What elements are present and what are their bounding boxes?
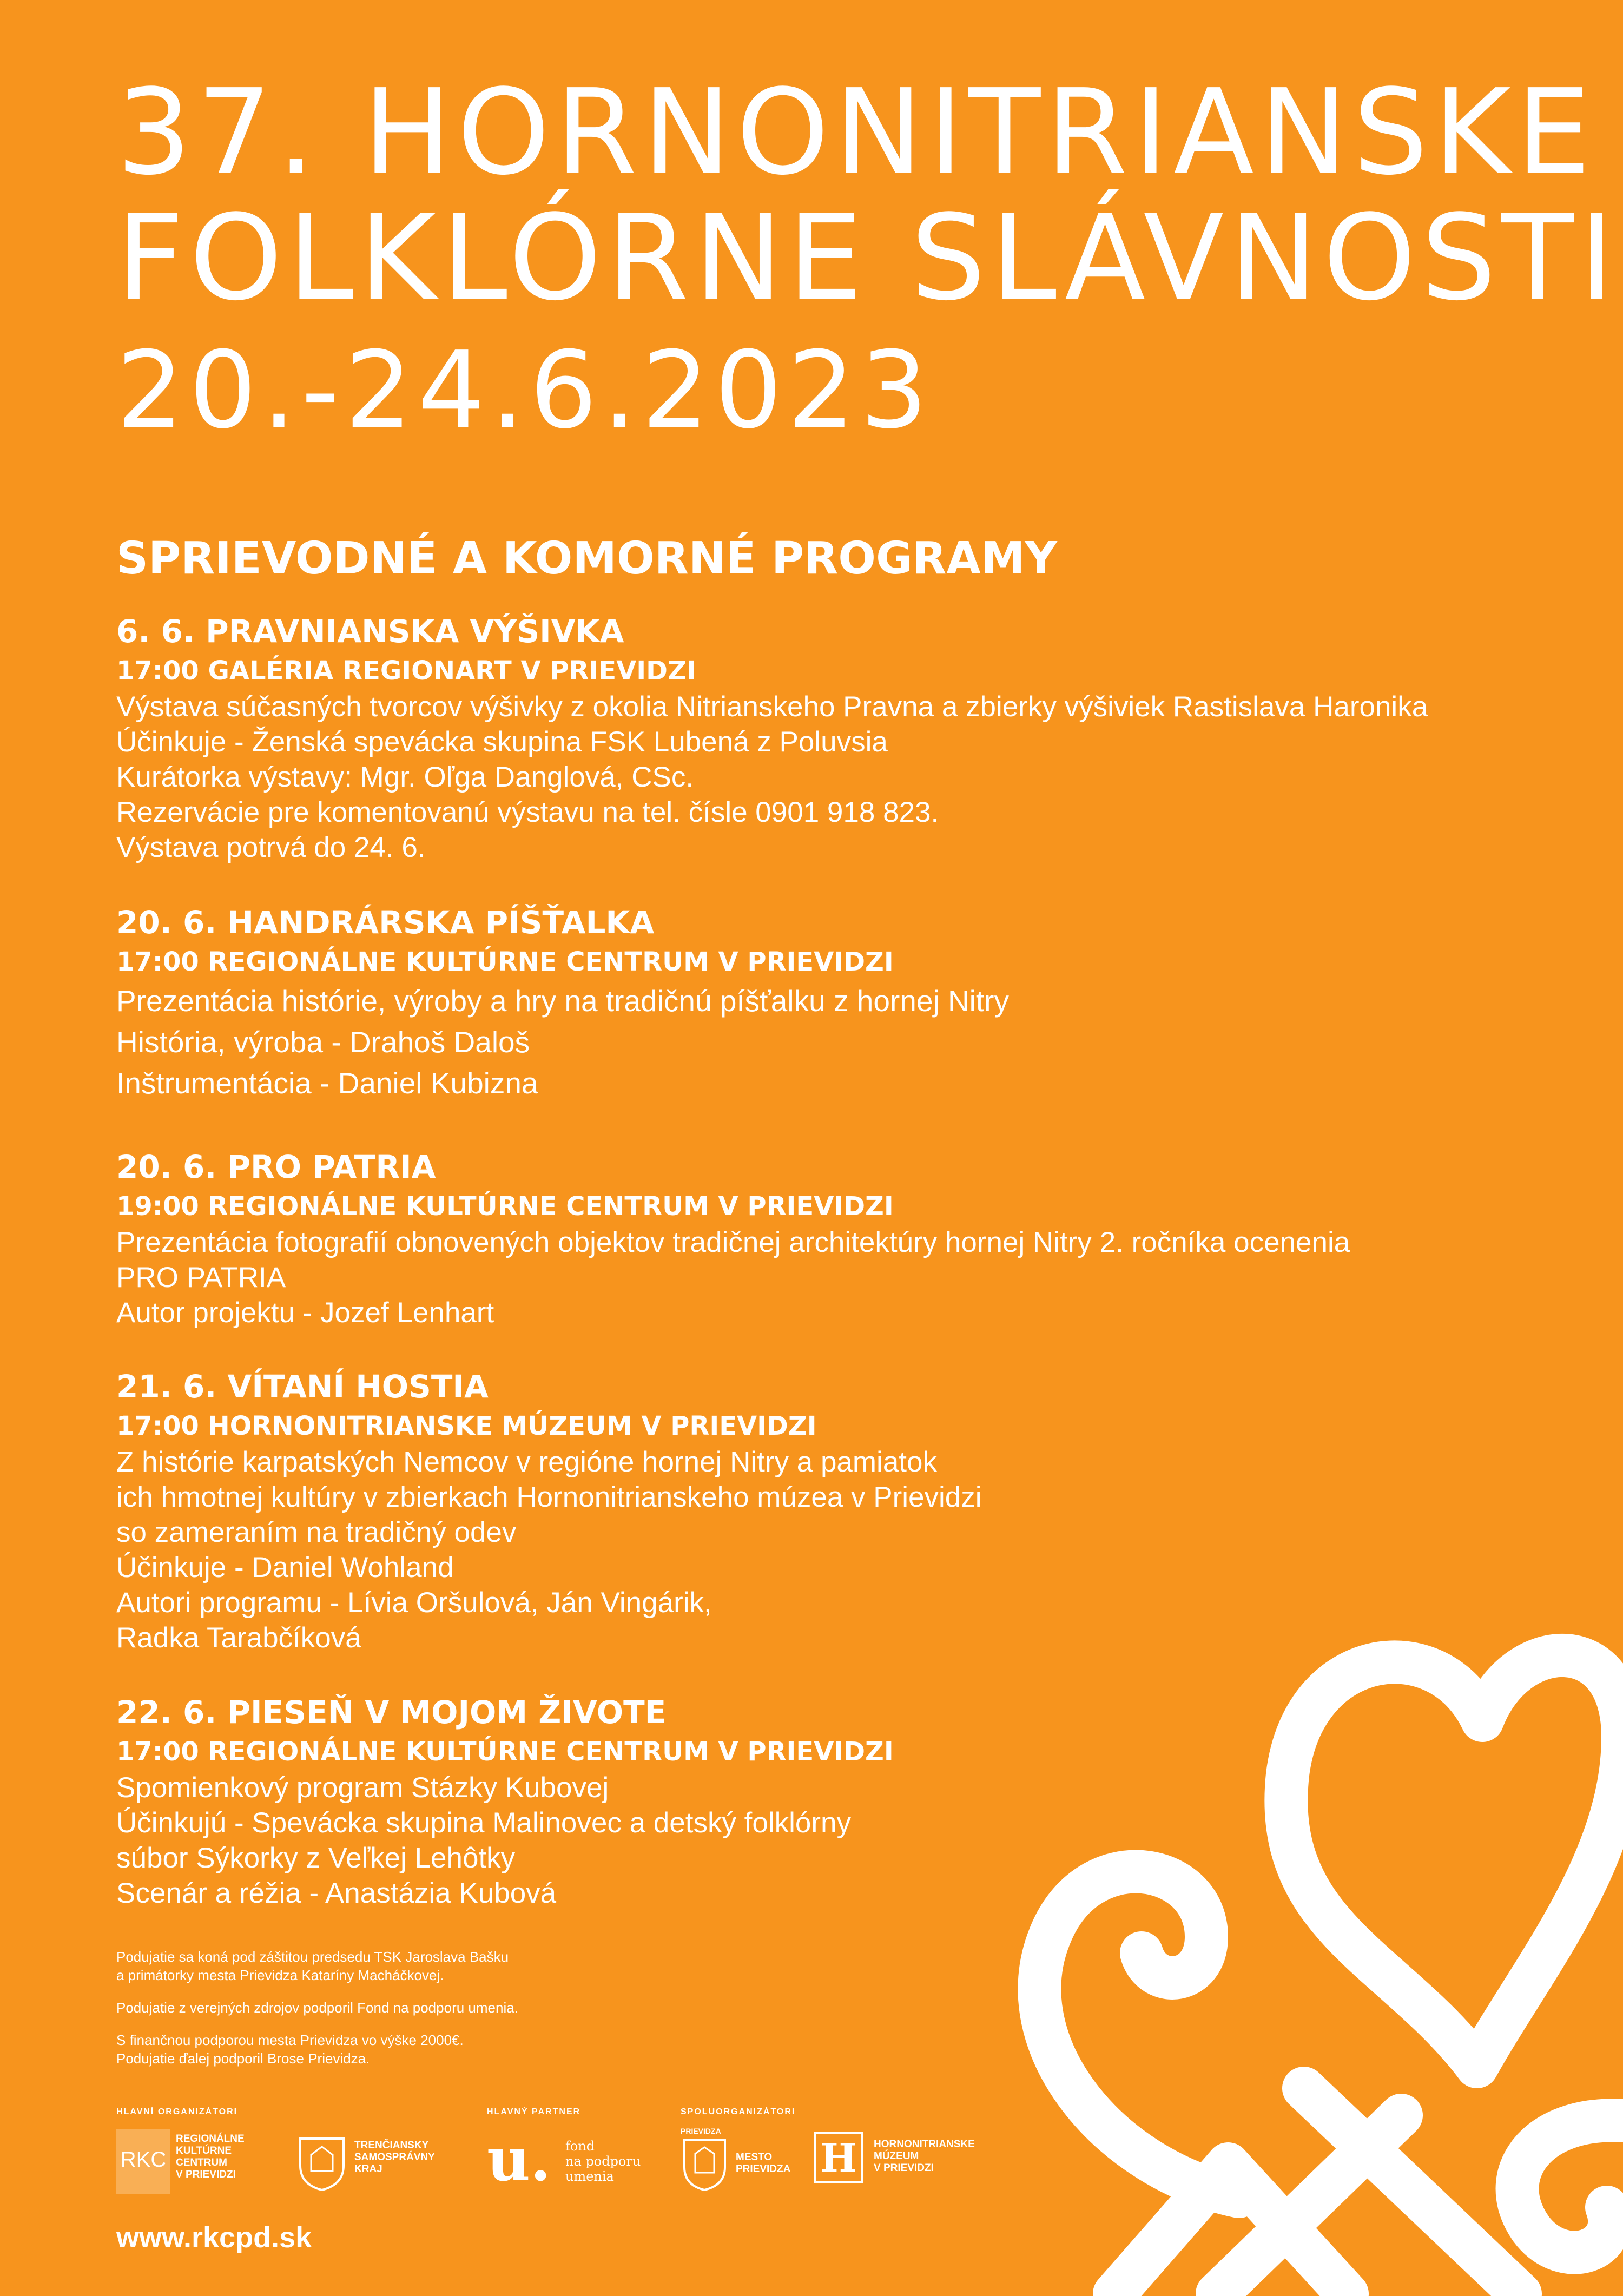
tsk-line: KRAJ: [354, 2163, 382, 2175]
section-title: SPRIEVODNÉ A KOMORNÉ PROGRAMY: [116, 533, 1057, 584]
event-line: Účinkuje - Ženská spevácka skupina FSK Lubená z Poluvsia: [116, 726, 888, 758]
coorganizers-label: SPOLUORGANIZÁTORI: [681, 2107, 796, 2116]
sponsor-notes: [116, 1948, 518, 2082]
tsk-logo-text: [354, 2140, 435, 2175]
event-line: História, výroba - Drahoš Daloš: [116, 1025, 530, 1059]
hm-line: V PRIEVIDZI: [874, 2162, 934, 2174]
rkc-line: KULTÚRNE: [176, 2145, 232, 2156]
prievidza-logo-text: [736, 2152, 790, 2175]
funding-note: [116, 1998, 518, 2017]
event-venue: 17:00 HORNONITRIANSKE MÚZEUM V PRIEVIDZI: [116, 1411, 817, 1441]
rkc-logo-mark: [116, 2129, 170, 2194]
event-line: Prezentácia histórie, výroby a hry na tradičnú píšťalku z hornej Nitry: [116, 984, 1009, 1018]
folk-ornament-icon: [882, 1558, 1623, 2296]
event-title: 21. 6. VÍTANÍ HOSTIA: [116, 1368, 489, 1405]
event-venue: 17:00 GALÉRIA REGIONART V PRIEVIDZI: [116, 656, 696, 686]
event-line: PRO PATRIA: [116, 1262, 286, 1294]
patronage-note: [116, 1948, 518, 1984]
note-line: Podujatie ďalej podporil Brose Prievidza.: [116, 2050, 370, 2067]
event-piesen-v-mojom-zivote: [116, 1691, 894, 1911]
rkc-line: REGIONÁLNE: [176, 2133, 245, 2145]
festival-title-block: [116, 64, 1619, 452]
event-venue: 17:00 REGIONÁLNE KULTÚRNE CENTRUM V PRIEVIDZI: [116, 947, 894, 977]
fpu-logo-text: [565, 2139, 641, 2184]
event-line: súbor Sýkorky z Veľkej Lehôtky: [116, 1842, 516, 1874]
event-line: Účinkuje - Daniel Wohland: [116, 1552, 454, 1584]
note-line: Podujatie z verejných zdrojov podporil Fond na podporu umenia.: [116, 2000, 518, 2016]
tsk-crest-icon: [295, 2133, 349, 2195]
event-pro-patria: [116, 1146, 1350, 1330]
hm-line: MÚZEUM: [874, 2150, 919, 2162]
main-organizers-label: HLAVNÍ ORGANIZÁTORI: [116, 2107, 238, 2116]
event-line: Radka Tarabčíková: [116, 1622, 361, 1654]
rkc-mark-text: RKC: [120, 2148, 167, 2172]
event-title: 6. 6. PRAVNIANSKA VÝŠIVKA: [116, 613, 624, 650]
note-line: S finančnou podporou mesta Prievidza vo výške 2000€.: [116, 2032, 464, 2048]
event-line: Rezervácie pre komentovanú výstavu na tel. čísle 0901 918 823.: [116, 796, 939, 828]
event-line: ich hmotnej kultúry v zbierkach Hornonitrianskeho múzea v Prievidzi: [116, 1481, 982, 1513]
fpu-logo-mark: u.: [487, 2125, 551, 2194]
fpu-line: fond: [565, 2139, 595, 2154]
festival-title-line2: FOLKLÓRNE SLÁVNOSTI: [116, 190, 1619, 327]
event-line: Autor projektu - Jozef Lenhart: [116, 1297, 494, 1329]
event-handrarska-pistalka: [116, 901, 1009, 1104]
event-title: 22. 6. PIESEŇ V MOJOM ŽIVOTE: [116, 1694, 667, 1731]
event-venue: 17:00 REGIONÁLNE KULTÚRNE CENTRUM V PRIEVIDZI: [116, 1737, 894, 1767]
rkc-line: CENTRUM: [176, 2157, 227, 2168]
prievidza-crest-label: PRIEVIDZA: [681, 2127, 721, 2135]
fpu-line: umenia: [565, 2169, 614, 2184]
event-venue: 19:00 REGIONÁLNE KULTÚRNE CENTRUM V PRIEVIDZI: [116, 1191, 894, 1222]
rkc-logo-text: [176, 2133, 245, 2181]
hm-line: HORNONITRIANSKE: [874, 2139, 975, 2150]
prievidza-line: MESTO: [736, 2152, 773, 2163]
website-link[interactable]: www.rkcpd.sk: [116, 2221, 312, 2254]
event-vitani-hostia: [116, 1365, 982, 1655]
event-line: Inštrumentácia - Daniel Kubizna: [116, 1066, 538, 1100]
prievidza-crest-icon: [682, 2137, 728, 2194]
festival-dates: 20.-24.6.2023: [116, 329, 933, 452]
hm-logo-mark: H: [814, 2132, 863, 2183]
event-line: Scenár a réžia - Anastázia Kubová: [116, 1877, 557, 1909]
event-line: Výstava potrvá do 24. 6.: [116, 832, 426, 863]
support-note: [116, 2031, 518, 2068]
event-line: Prezentácia fotografií obnovených objektov tradičnej architektúry hornej Nitry 2. ročníka ocenenia: [116, 1226, 1350, 1258]
event-line: Účinkujú - Spevácka skupina Malinovec a detský folklórny: [116, 1807, 852, 1839]
tsk-line: TRENČIANSKY: [354, 2140, 429, 2151]
event-line: Spomienkový program Stázky Kubovej: [116, 1772, 609, 1804]
prievidza-line: PRIEVIDZA: [736, 2163, 791, 2175]
rkc-logo: [116, 2129, 170, 2196]
note-line: a primátorky mesta Prievidza Kataríny Macháčkovej.: [116, 1967, 444, 1983]
event-title: 20. 6. PRO PATRIA: [116, 1149, 436, 1185]
tsk-line: SAMOSPRÁVNY: [354, 2152, 435, 2163]
main-partner-label: HLAVNÝ PARTNER: [487, 2107, 581, 2116]
festival-title-line1: 37. HORNONITRIANSKE: [116, 64, 1596, 201]
rkc-line: V PRIEVIDZI: [176, 2169, 236, 2180]
event-title: 20. 6. HANDRÁRSKA PÍŠŤALKA: [116, 904, 655, 941]
event-line: so zameraním na tradičný odev: [116, 1516, 517, 1548]
event-line: Autori programu - Lívia Oršulová, Ján Vingárik,: [116, 1587, 712, 1619]
fpu-line: na podporu: [565, 2154, 641, 2169]
note-line: Podujatie sa koná pod záštitou predsedu TSK Jaroslava Bašku: [116, 1949, 509, 1965]
event-pravnianska-vysivka: [116, 610, 1428, 865]
event-line: Kurátorka výstavy: Mgr. Oľga Danglová, CSc.: [116, 761, 694, 793]
event-line: Výstava súčasných tvorcov výšivky z okolia Nitrianskeho Pravna a zbierky výšiviek Rastislava Haronika: [116, 691, 1428, 723]
event-line: Z histórie karpatských Nemcov v regióne hornej Nitry a pamiatok: [116, 1446, 937, 1478]
